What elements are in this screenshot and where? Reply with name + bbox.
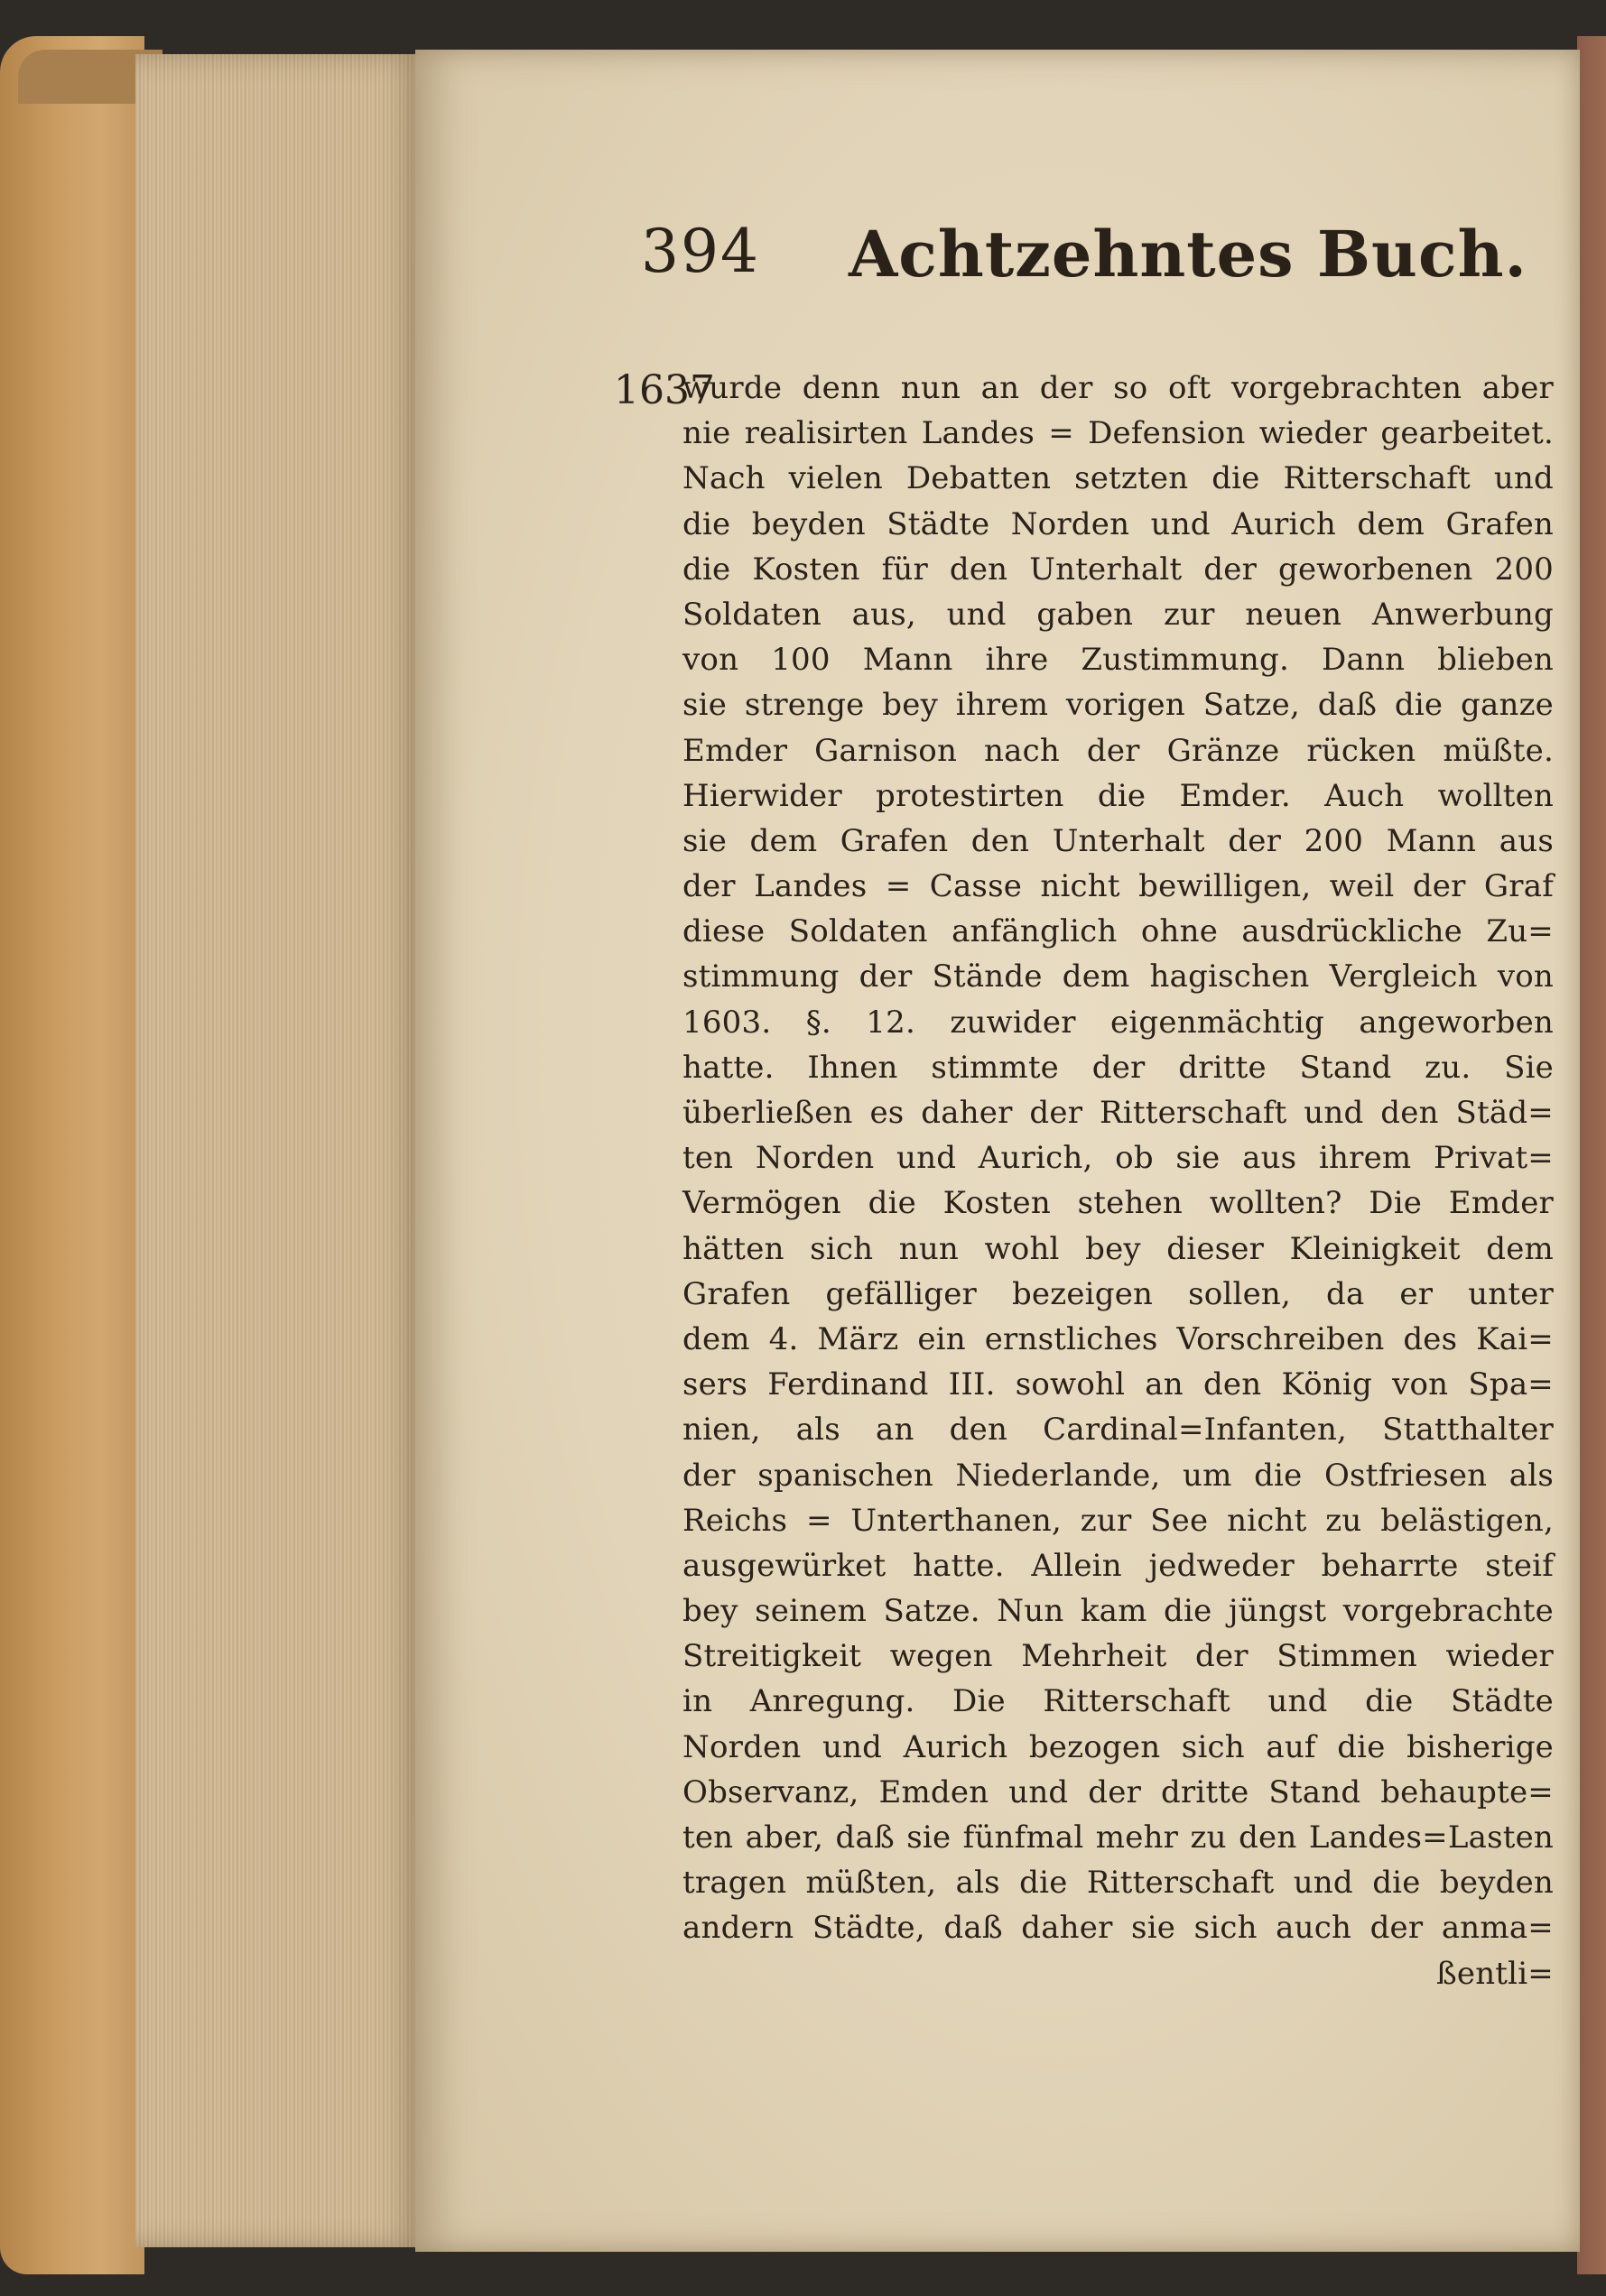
running-head: Achtzehntes Buch.	[849, 217, 1527, 292]
page-edges	[135, 54, 424, 2247]
body-text	[682, 366, 1554, 1996]
page-number: 394	[641, 217, 760, 286]
text-line: stimmung der Stände dem hagischen Vergleich von	[682, 958, 1554, 995]
text-line: Grafen gefälliger bezeigen sollen, da er unter	[682, 1275, 1554, 1312]
text-line: Observanz, Emden und der dritte Stand behaupte=	[682, 1773, 1554, 1810]
text-line: sers Ferdinand III. sowohl an den König von Spa=	[682, 1366, 1554, 1403]
margin-year-note: 1637	[614, 367, 715, 413]
text-line: Soldaten aus, und gaben zur neuen Anwerbung	[682, 596, 1554, 633]
text-line: ten aber, daß sie fünfmal mehr zu den Landes=Lasten	[682, 1819, 1554, 1856]
text-line: von 100 Mann ihre Zustimmung. Dann blieben	[682, 642, 1554, 679]
text-line: ten Norden und Aurich, ob sie aus ihrem Privat=	[682, 1140, 1554, 1177]
text-line: dem 4. März ein ernstliches Vorschreiben des Kai=	[682, 1320, 1554, 1357]
text-line: sie dem Grafen den Unterhalt der 200 Mann aus	[682, 822, 1554, 859]
text-line: andern Städte, daß daher sie sich auch der anma=	[682, 1910, 1554, 1947]
text-line: hätten sich nun wohl bey dieser Kleinigkeit dem	[682, 1230, 1554, 1267]
text-line: die beyden Städte Norden und Aurich dem Grafen	[682, 505, 1554, 542]
text-line: nien, als an den Cardinal=Infanten, Statthalter	[682, 1412, 1554, 1449]
text-line: überließen es daher der Ritterschaft und den Städ=	[682, 1095, 1554, 1131]
text-line: Reichs = Unterthanen, zur See nicht zu belästigen,	[682, 1502, 1554, 1539]
text-line: in Anregung. Die Ritterschaft und die Städte	[682, 1683, 1554, 1720]
book-page	[415, 50, 1580, 2252]
text-line: die Kosten für den Unterhalt der geworbenen 200	[682, 551, 1554, 588]
text-line: bey seinem Satze. Nun kam die jüngst vorgebrachte	[682, 1593, 1554, 1630]
page-header	[641, 217, 1544, 316]
text-line: Hierwider protestirten die Emder. Auch wollten	[682, 777, 1554, 814]
text-line: der Landes = Casse nicht bewilligen, weil der Graf	[682, 868, 1554, 905]
text-line: Norden und Aurich bezogen sich auf die bisherige	[682, 1728, 1554, 1765]
text-line: nie realisirten Landes = Defension wieder gearbeitet.	[682, 415, 1554, 452]
text-line: Vermögen die Kosten stehen wollten? Die Emder	[682, 1185, 1554, 1222]
text-line: ausgewürket hatte. Allein jedweder beharrte steif	[682, 1547, 1554, 1584]
text-line: der spanischen Niederlande, um die Ostfriesen als	[682, 1457, 1554, 1494]
text-line: wurde denn nun an der so oft vorgebrachten aber	[682, 370, 1554, 406]
facing-page-edge	[1577, 36, 1606, 2274]
text-line: Nach vielen Debatten setzten die Ritterschaft und	[682, 460, 1554, 497]
text-line: diese Soldaten anfänglich ohne ausdrückliche Zu=	[682, 913, 1554, 950]
text-line: Streitigkeit wegen Mehrheit der Stimmen wieder	[682, 1638, 1554, 1675]
text-line: 1603. §. 12. zuwider eigenmächtig angeworben	[682, 1004, 1554, 1041]
text-line: Emder Garnison nach der Gränze rücken müßte.	[682, 732, 1554, 769]
text-line: sie strenge bey ihrem vorigen Satze, daß die ganze	[682, 687, 1554, 724]
book-cover	[0, 36, 144, 2274]
text-line: hatte. Ihnen stimmte der dritte Stand zu. Sie	[682, 1049, 1554, 1086]
catchword-line: ßentli=	[1435, 1955, 1554, 1992]
text-line: tragen müßten, als die Ritterschaft und die beyden	[682, 1865, 1554, 1902]
